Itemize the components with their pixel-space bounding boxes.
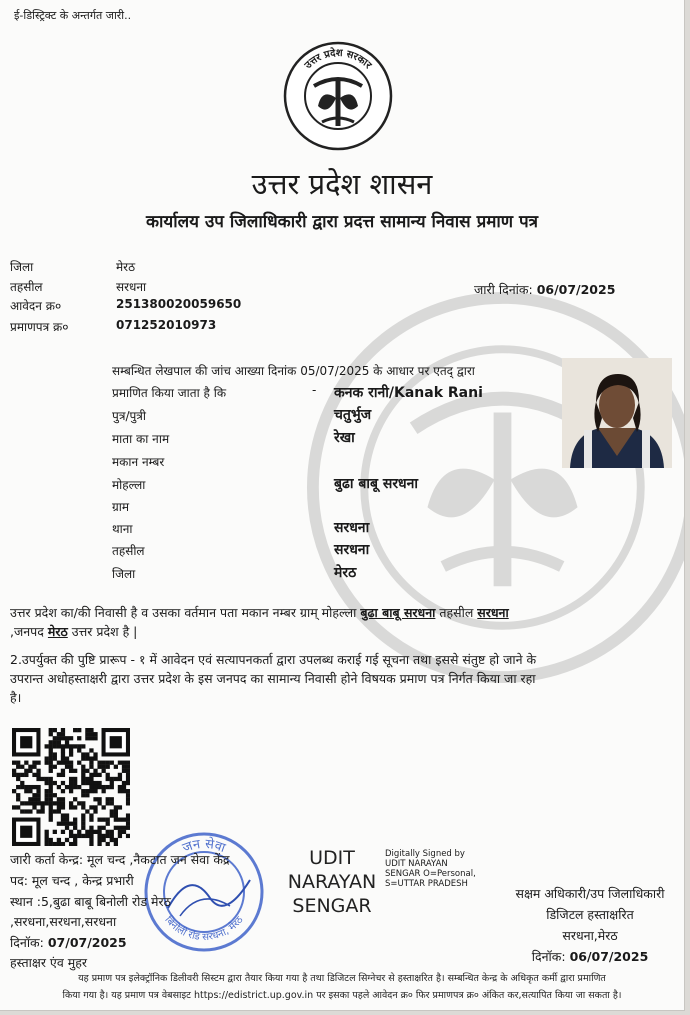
meta-tehsil-label: तहसील: [10, 280, 43, 294]
issuing-place: स्थान :5,बुढा बाबू बिनोली रोड मेरठ: [10, 894, 171, 909]
applicant-photo: [562, 358, 672, 468]
para1-text-1: उत्तर प्रदेश का/की निवासी है व उसका वर्तमान पता मकान नम्बर ग्राम् मोहल्ला: [10, 605, 357, 620]
meta-tehsil-value: सरधना: [116, 280, 147, 294]
sig-detail-1: Digitally Signed by: [385, 849, 465, 859]
authority-block: [500, 883, 680, 967]
issuing-date-value: 07/07/2025: [47, 935, 127, 950]
up-state-emblem: [282, 40, 394, 152]
issuing-place-2: ,सरधना,सरधना,सरधना: [10, 914, 117, 929]
detail-mother-label: माता का नाम: [112, 432, 170, 446]
detail-village-label: ग्राम: [112, 500, 130, 514]
detail-police-station-value: सरधना: [334, 520, 370, 536]
confirmation-paragraph: [10, 650, 680, 707]
footer-line-2: किया गया है। यह प्रमाण पत्र वेबसाइट https://edistrict.up.gov.in पर इसका पहले आवेदन क्र० फिर प्रमाणपत्र क्र० अंकित कर,सत्यापित किया जा सकता है।: [62, 990, 622, 1001]
authority-digital: डिजिटल हस्ताक्षरित: [546, 907, 634, 922]
para1-tehsil: सरधना: [477, 605, 509, 620]
detail-mohalla-label: मोहल्ला: [112, 478, 146, 492]
sig-detail-3: SENGAR O=Personal,: [385, 869, 476, 879]
issue-date: [474, 281, 615, 298]
meta-district-value: मेरठ: [116, 260, 136, 274]
detail-mother-value: रेखा: [334, 430, 355, 446]
footer-note: [8, 970, 676, 1004]
issuing-date: [10, 934, 127, 951]
sig-detail-2: UDIT NARAYAN: [385, 859, 448, 869]
issuing-center: जारी कर्ता केन्द्र: मूल चन्द ,नैकटात जन सेवा केंद्र: [10, 852, 230, 867]
stamp-bottom-text: बिनोली रोड सरधना, मेरठ: [162, 914, 246, 944]
footer-line-1: यह प्रमाण पत्र इलेक्ट्रॉनिक डिलीवरी सिस्टम द्वारा तैयार किया गया है तथा डिजिटल सिग्नेचर से हस्ताक्षरित है। सम्बन्धित केन्द्र के अधिकृत कर्मी द्वारा प्रमाणित: [78, 973, 606, 984]
para1-text-4: उत्तर प्रदेश है |: [71, 624, 138, 639]
sig-name-line-1: UDIT: [309, 847, 355, 869]
para1-mohalla: बुढा बाबू सरधना: [360, 605, 436, 620]
authority-title: सक्षम अधिकारी/उप जिलाधिकारी: [515, 886, 665, 901]
detail-police-station-label: थाना: [112, 522, 133, 536]
detail-tehsil-label: तहसील: [112, 544, 145, 558]
emblem-text: उत्तर प्रदेश सरकार: [302, 47, 374, 72]
authority-place: सरधना,मेरठ: [562, 928, 618, 943]
digital-signature-name: [280, 848, 384, 916]
detail-tehsil-value: सरधना: [334, 542, 370, 558]
detail-parent-label: पुत्र/पुत्री: [112, 409, 147, 423]
authority-date-value: 06/07/2025: [569, 949, 649, 964]
detail-district-value: मेरठ: [334, 565, 357, 581]
center-seal-stamp: [140, 828, 268, 956]
detail-district-label: जिला: [112, 567, 136, 581]
detail-parent-value: चतुर्भुज: [334, 407, 372, 423]
para1-text-2: तहसील: [439, 605, 474, 620]
meta-application-no-label: आवेदन क्र०: [10, 299, 62, 313]
sig-name-line-2: NARAYAN: [287, 871, 377, 893]
issuing-sign-label: हस्ताक्षर एंव मुहर: [10, 955, 87, 970]
authority-date-label: दिनॉक:: [531, 949, 566, 964]
issuing-date-label: दिनॉक:: [10, 935, 44, 950]
para2-line-3: है।: [10, 690, 22, 705]
header-note: ई-डिस्ट्रिक्ट के अन्तर्गत जारी..: [14, 9, 132, 22]
residence-paragraph: [10, 603, 674, 641]
meta-application-no-value: 251380020059650: [116, 297, 242, 311]
document-title: उत्तर प्रदेश शासन: [251, 167, 433, 201]
intro-line: सम्बन्धित लेखपाल की जांच आख्या दिनांक 05/07/2025 के आधार पर एतद् द्वारा: [112, 364, 475, 378]
qr-code: [12, 728, 130, 846]
document-subtitle: कार्यालय उप जिलाधिकारी द्वारा प्रदत्त सामान्य निवास प्रमाण पत्र: [145, 212, 539, 232]
para1-district: मेरठ: [47, 624, 68, 639]
applicant-name: कनक रानी/Kanak Rani: [334, 385, 483, 401]
para2-line-2: उपरान्त अधोहस्ताक्षरी द्वारा उत्तर प्रदेश के इस जनपद का सामान्य निवासी होने विषयक प्रमाण पत्र निर्गत किया जा रहा: [10, 671, 536, 686]
meta-certificate-no-value: 071252010973: [116, 318, 217, 332]
meta-certificate-no-label: प्रमाणपत्र क्र०: [10, 320, 69, 334]
sig-name-line-3: SENGAR: [292, 895, 372, 917]
name-dash: -: [312, 383, 317, 397]
issuing-post: पद: मूल चन्द , केन्द्र प्रभारी: [10, 873, 134, 888]
detail-house-label: मकान नम्बर: [112, 455, 165, 469]
para1-text-3: ,जनपद: [10, 624, 44, 639]
sig-detail-4: S=UTTAR PRADESH: [385, 879, 468, 889]
issue-date-value: 06/07/2025: [536, 282, 616, 297]
certify-label: प्रमाणित किया जाता है कि: [112, 386, 227, 400]
issue-date-label: जारी दिनांक:: [474, 282, 533, 297]
meta-district-label: जिला: [10, 260, 34, 274]
digital-signature-details: [385, 849, 476, 889]
detail-mohalla-value: बुढा बाबू सरधना: [334, 476, 419, 492]
para2-line-1: 2.उपर्युक्त की पुष्टि प्रारूप - १ में आवेदन एवं सत्यापनकर्ता द्वारा उपलब्ध कराई गई सूचना तथा इससे संतुष्ट हो जाने के: [10, 652, 537, 667]
stamp-top-text: जन सेवा: [180, 836, 228, 857]
authority-date: [500, 946, 680, 967]
